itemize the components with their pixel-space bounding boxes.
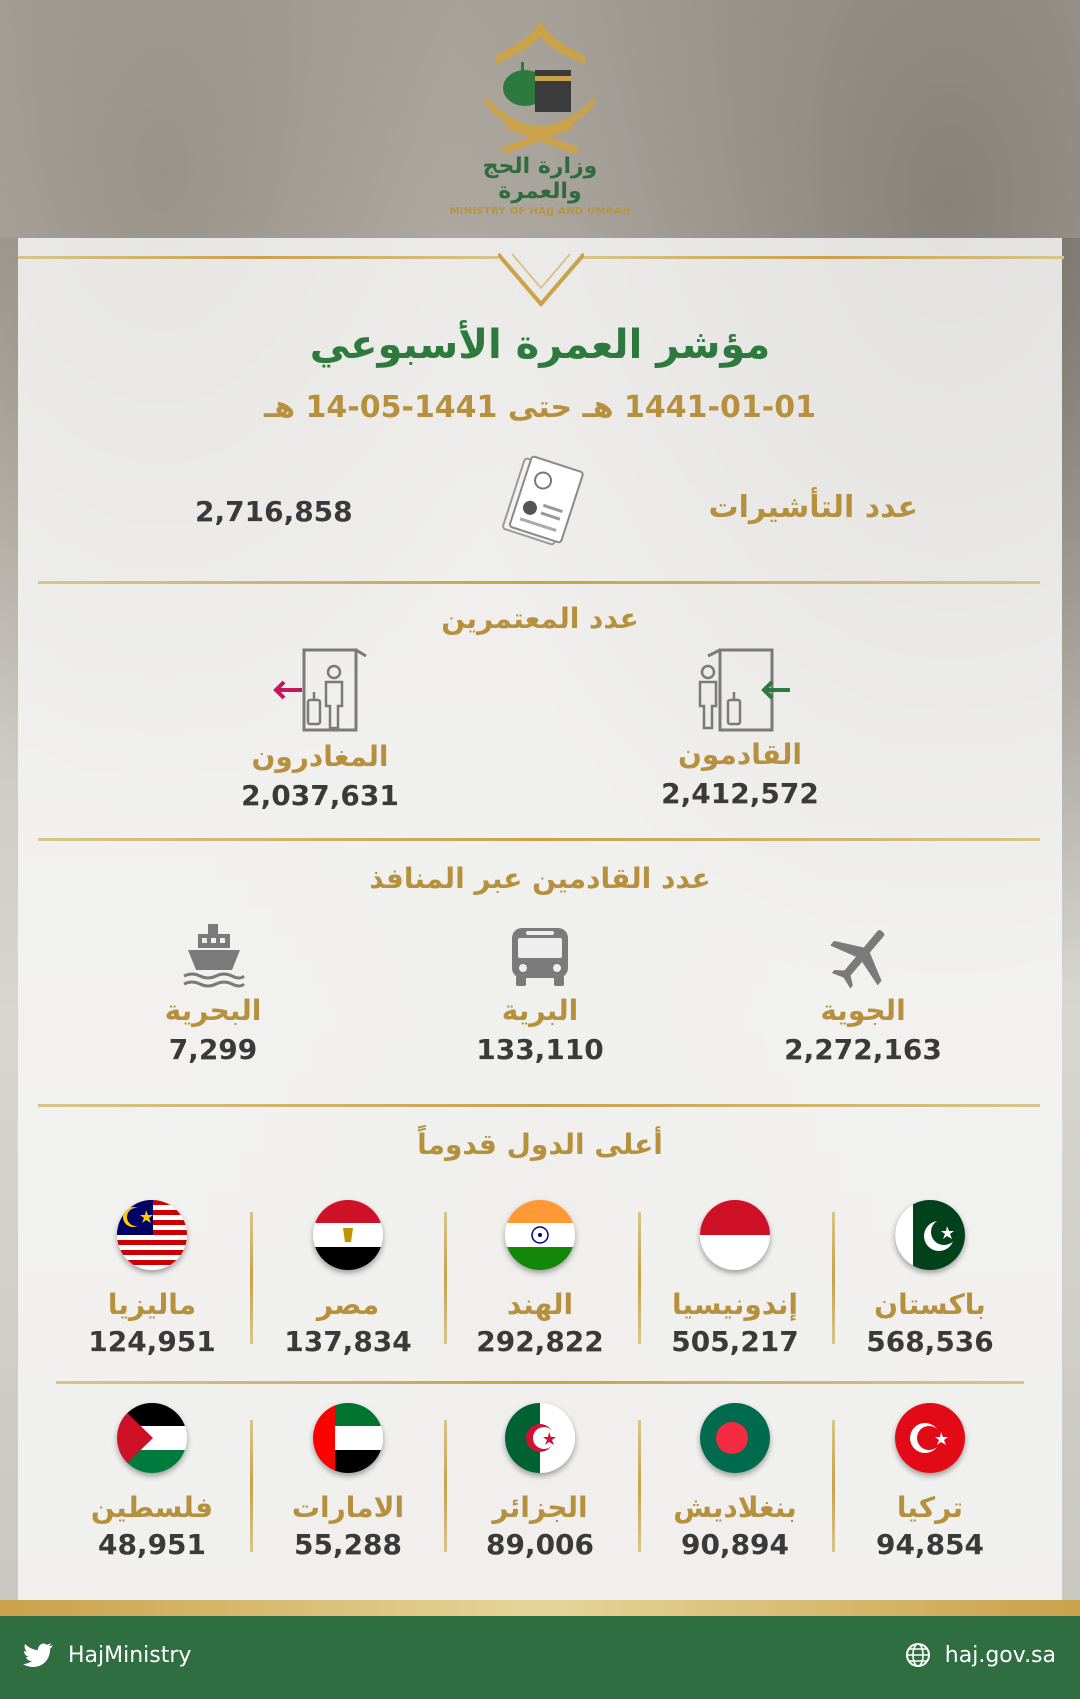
divider-3 [38,1104,1040,1107]
country-india [450,1200,630,1358]
country-name: ماليزيا [107,1288,197,1321]
malaysia-flag-icon [117,1200,187,1270]
country-value: 90,894 [680,1528,790,1561]
ministry-logo [440,18,640,223]
country-name: فلسطين [90,1491,214,1524]
footer-gold-strip [0,1600,1080,1616]
date-range: 1441-01-01 هـ حتى 1441-05-14 هـ [264,390,816,425]
twitter-icon [22,1642,54,1668]
bangladesh-flag-icon [700,1403,770,1473]
country-turkey [840,1403,1020,1561]
twitter-handle: HajMinistry [68,1642,192,1668]
twitter-link[interactable] [22,1642,191,1668]
column-divider [250,1420,253,1552]
ministry-name-arabic: وزارة الحج والعمرة [482,154,598,204]
palestine-flag-icon [117,1403,187,1473]
column-divider [250,1212,253,1344]
uae-flag-icon [313,1403,383,1473]
country-algeria [450,1403,630,1561]
header-divider-right [582,256,1064,259]
country-palestine [62,1403,242,1561]
top-countries-title: أعلى الدول قدوماً [417,1128,663,1161]
country-bangladesh [645,1403,825,1561]
ports-title: عدد القادمين عبر المنافذ [369,862,711,895]
arrivals-label: القادمون [678,738,802,771]
air-value: 2,272,163 [784,1033,942,1066]
country-egypt [258,1200,438,1358]
india-flag-icon [505,1200,575,1270]
country-value: 292,822 [476,1325,604,1358]
visas-label: عدد التأشيرات [708,490,918,525]
departures-value: 2,037,631 [241,779,399,812]
country-indonesia [645,1200,825,1358]
departures-stat [210,740,430,812]
divider-2 [38,838,1040,841]
country-name: مصر [316,1288,380,1321]
departure-door-icon [270,648,380,732]
country-malaysia [62,1200,242,1358]
bus-icon [508,926,572,988]
pilgrims-title: عدد المعتمرين [441,602,639,635]
country-value: 94,854 [875,1528,985,1561]
column-divider [444,1212,447,1344]
ship-icon [182,922,246,990]
country-name: تركيا [896,1491,964,1524]
column-divider [832,1420,835,1552]
country-value: 124,951 [88,1325,216,1358]
country-name: الجزائر [492,1491,588,1524]
website-url: haj.gov.sa [944,1642,1056,1668]
header-divider-left [18,256,498,259]
country-value: 55,288 [293,1528,403,1561]
column-divider [444,1420,447,1552]
sea-value: 7,299 [168,1033,258,1066]
country-name: بنغلاديش [673,1491,797,1524]
airplane-icon [826,924,896,990]
turkey-flag-icon [895,1403,965,1473]
country-name: باكستان [874,1288,986,1321]
country-value: 137,834 [284,1325,412,1358]
arrival-door-icon [690,648,800,732]
air-label: الجوية [820,994,906,1027]
column-divider [638,1212,641,1344]
country-name: الامارات [291,1491,405,1524]
column-divider [638,1420,641,1552]
land-label: البرية [501,994,579,1027]
algeria-flag-icon [505,1403,575,1473]
country-uae [258,1403,438,1561]
country-value: 48,951 [97,1528,207,1561]
land-stat [430,994,650,1066]
website-link[interactable] [905,1642,1056,1668]
land-value: 133,110 [476,1033,604,1066]
divider-4 [56,1381,1024,1384]
arrivals-stat [630,738,850,810]
sea-label: البحرية [164,994,262,1027]
departures-label: المغادرون [251,740,389,773]
arrivals-value: 2,412,572 [661,777,819,810]
country-name: الهند [506,1288,574,1321]
country-value: 89,006 [485,1528,595,1561]
visas-value: 2,716,858 [195,495,353,528]
passport-icon [498,455,584,551]
indonesia-flag-icon [700,1200,770,1270]
pakistan-flag-icon [895,1200,965,1270]
country-value: 505,217 [671,1325,799,1358]
egypt-flag-icon [313,1200,383,1270]
page-title: مؤشر العمرة الأسبوعي [309,322,771,368]
country-value: 568,536 [866,1325,994,1358]
air-stat [753,994,973,1066]
sea-stat [103,994,323,1066]
divider-1 [38,581,1040,584]
globe-icon [905,1642,931,1668]
country-name: إندونيسيا [671,1288,799,1321]
column-divider [832,1212,835,1344]
footer [0,1616,1080,1699]
country-pakistan [840,1200,1020,1358]
chevron-down-icon [498,250,584,310]
kaaba-mosque-emblem-icon [475,18,605,158]
content-panel [18,238,1062,1600]
ministry-name-english: MINISTRY OF HAJJ AND UMRAH [449,206,631,217]
